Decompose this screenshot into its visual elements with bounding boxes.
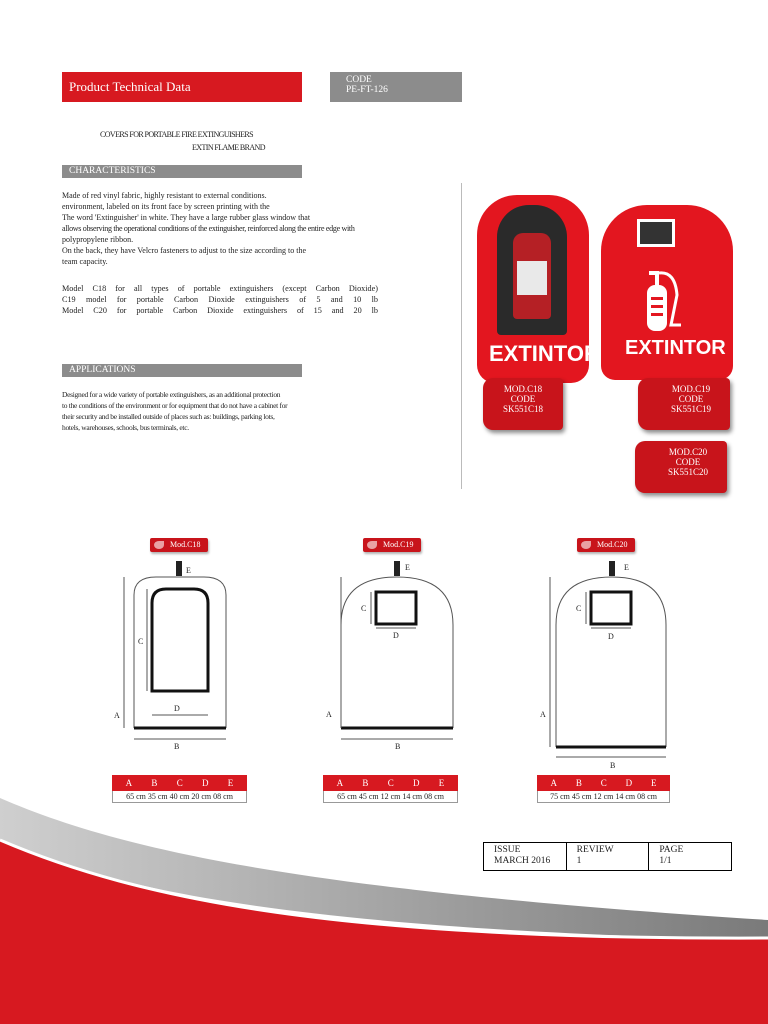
issue-cell: [484, 843, 567, 870]
page-cell: [649, 843, 731, 870]
document-title: Product Technical Data: [62, 72, 302, 102]
model-line: C19 model for portable Carbon Dioxide extinguishers of 5 and 10 lb: [62, 295, 378, 304]
dim-header: A: [125, 778, 133, 788]
dim-header: C: [600, 778, 607, 788]
tag-code: SK551C19: [670, 404, 711, 414]
char-line: Made of red vinyl fabric, highly resistant to external conditions.: [62, 191, 267, 200]
dim-header: A: [336, 778, 344, 788]
svg-text:B: B: [174, 742, 180, 751]
char-line: team capacity.: [62, 257, 108, 266]
cover-window: [497, 205, 567, 335]
extinguisher-icon: [641, 265, 687, 335]
subtitle-line-1: COVERS FOR PORTABLE FIRE EXTINGUISHERS: [100, 130, 253, 139]
diagram-c19: [315, 555, 465, 755]
svg-text:E: E: [186, 566, 191, 575]
dim-header: B: [575, 778, 582, 788]
diagram-c18: [100, 555, 250, 755]
model-line: Model C18 for all types of portable extinguishers (except Carbon Dioxide): [62, 284, 378, 293]
char-line: On the back, they have Velcro fasteners to adjust to the size according to the: [62, 246, 306, 255]
review-value: 1: [576, 856, 582, 866]
svg-text:B: B: [395, 742, 401, 751]
dims-values-c18: 65 cm 35 cm 40 cm 20 cm 08 cm: [112, 791, 247, 803]
char-line: polypropylene ribbon.: [62, 235, 134, 244]
svg-text:E: E: [624, 563, 629, 572]
code-value: PE-FT-126: [346, 85, 388, 95]
dim-header: B: [151, 778, 158, 788]
cover-c18-photo: [477, 195, 600, 383]
applications-heading: APPLICATIONS: [62, 364, 302, 377]
tag-model: MOD.C18: [503, 384, 543, 394]
models-text: [62, 283, 378, 316]
diagram-tag-c19: Mod.C19: [363, 538, 421, 552]
tag-c19: [638, 378, 730, 430]
cover-word: EXTINTOR: [489, 341, 600, 366]
tag-c18: [483, 378, 563, 430]
cover-word: EXTINTOR: [625, 337, 726, 359]
dim-header: D: [625, 778, 633, 788]
diagram-tag-c18: Mod.C18: [150, 538, 208, 552]
svg-text:E: E: [405, 563, 410, 572]
dim-header: D: [413, 778, 420, 788]
issue-label: ISSUE: [494, 845, 521, 855]
cover-c19-photo: [601, 205, 733, 380]
diagram-c20: [530, 555, 680, 770]
page-value: 1/1: [659, 856, 672, 866]
footer-table: [483, 842, 732, 871]
char-line: The word 'Extinguisher' in white. They have a large rubber glass window that: [62, 213, 311, 222]
char-line: allows observing the operational conditions of the extinguisher, reinforced along the entire edge with: [62, 224, 355, 233]
review-label: REVIEW: [576, 845, 614, 855]
svg-text:D: D: [608, 632, 614, 641]
characteristics-heading: CHARACTERISTICS: [62, 165, 302, 178]
dim-header: C: [176, 778, 183, 788]
applications-text: [62, 389, 322, 433]
footer-swoosh: [0, 780, 768, 1024]
dim-header: E: [651, 778, 657, 788]
svg-text:A: A: [326, 710, 332, 719]
svg-text:D: D: [174, 704, 180, 713]
model-line: Model C20 for portable Carbon Dioxide extinguishers of 15 and 20 lb: [62, 306, 378, 315]
tag-model: MOD.C20: [668, 447, 708, 457]
diagram-tag-c20: Mod.C20: [577, 538, 635, 552]
svg-text:C: C: [576, 604, 582, 613]
review-cell: [567, 843, 650, 870]
app-line: hotels, warehouses, schools, bus terminals, etc.: [62, 423, 189, 432]
tag-model: MOD.C19: [671, 384, 711, 394]
cover-window: [637, 219, 675, 247]
svg-text:C: C: [138, 637, 144, 646]
dim-header: C: [387, 778, 394, 788]
extinguisher-label: [517, 261, 547, 295]
tag-code: SK551C20: [667, 467, 708, 477]
svg-text:B: B: [610, 761, 616, 770]
app-line: to the conditions of the environment or for equipment that do not have a cabinet for: [62, 401, 288, 410]
tag-code: SK551C18: [502, 404, 543, 414]
svg-text:A: A: [540, 710, 546, 719]
svg-text:D: D: [393, 631, 399, 640]
tag-code-label: CODE: [678, 394, 704, 404]
code-box: [330, 72, 462, 102]
tag-code-label: CODE: [510, 394, 536, 404]
svg-text:A: A: [114, 711, 120, 720]
page-label: PAGE: [659, 845, 684, 855]
svg-text:C: C: [361, 604, 367, 613]
characteristics-text: [62, 190, 378, 267]
dim-header: E: [438, 778, 445, 788]
dims-values-c20: 75 cm 45 cm 12 cm 14 cm 08 cm: [537, 791, 670, 803]
dims-values-c19: 65 cm 45 cm 12 cm 14 cm 08 cm: [323, 791, 458, 803]
product-subtitle: [100, 128, 300, 154]
tag-c20: [635, 441, 727, 493]
app-line: Designed for a wide variety of portable extinguishers, as an additional protection: [62, 390, 281, 399]
dim-header: E: [227, 778, 234, 788]
tag-code-label: CODE: [675, 457, 701, 467]
code-label: CODE: [346, 75, 372, 85]
dim-header: B: [362, 778, 369, 788]
vertical-divider: [461, 183, 462, 489]
app-line: their security and be installed outside of places such as: buildings, parking lots,: [62, 412, 275, 421]
dim-header: D: [202, 778, 209, 788]
issue-value: MARCH 2016: [494, 856, 551, 866]
char-line: environment, labeled on its front face by screen printing with the: [62, 202, 270, 211]
dim-header: A: [550, 778, 557, 788]
subtitle-line-2: EXTIN FLAME BRAND: [192, 143, 265, 152]
